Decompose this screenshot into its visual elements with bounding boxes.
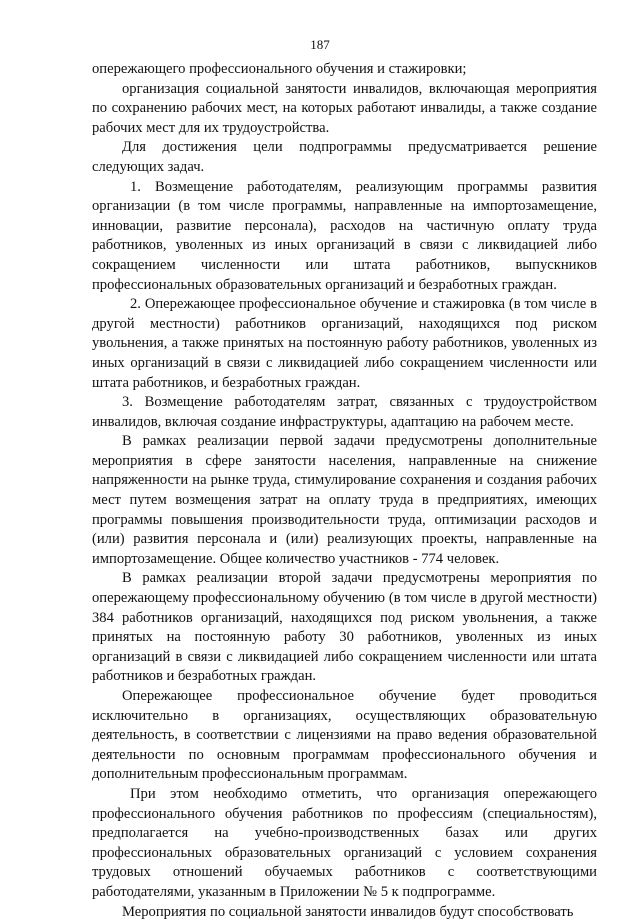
paragraph: В рамках реализации второй задачи предусмотрены мероприятия по опережающему профессиональному обучению (в том числе в другой местности) 384 работников организаций, находящихся под риском увольнения, а также принятых на постоянную работу 30 работников, уволенных из иных организаций в связи с ликвидацией либо сокращением численности или штата работников и безработных граждан. [92,570,597,685]
paragraph: 1. Возмещение работодателям, реализующим программы развития организации (в том числе программы, направленные на импортозамещение, инновации, развитие персонала), расходов на частичную оплату труда работников, уволенных из иных организаций в связи с ликвидацией либо сокращением численности или штата работников, выпускников профессиональных образовательных организаций и безработных граждан. [92,178,597,293]
document-body [92,60,597,922]
paragraph: При этом необходимо отметить, что организация опережающего профессионального обучения работников по профессиям (специальностям), предполагается на учебно-производственных базах или других профессиональных образовательных организаций с условием сохранения трудовых отношений обучаемых работников с соответствующими работодателями, указанным в Приложении № 5 к подпрограмме. [92,785,597,900]
paragraph: Опережающее профессиональное обучение будет проводиться исключительно в организациях, осуществляющих образовательную деятельность, в соответствии с лицензиями на право ведения образовательной деятельности по основным программам профессионального обучения и дополнительным профессиональным программам. [92,688,597,783]
paragraph: 2. Опережающее профессиональное обучение и стажировка (в том числе в другой местности) работников организаций, находящихся под риском увольнения, а также принятых на постоянную работу работников, уволенных из иных организаций в связи с ликвидацией либо сокращением численности или штата работников, и безработных граждан. [92,296,597,391]
page-number: 187 [310,37,330,52]
paragraph: Для достижения цели подпрограммы предусматривается решение следующих задач. [92,139,597,175]
paragraph: В рамках реализации первой задачи предусмотрены дополнительные мероприятия в сфере занятости населения, направленные на снижение напряженности на рынке труда, стимулирование сохранения и создания рабочих мест путем возмещения затрат на оплату труда в предприятиях, имеющих программы повышения производительности труда, оптимизации расходов и (или) развития персонала и (или) реализующих проекты, направленные на импортозамещение. Общее количество участников - 774 человек. [92,433,597,567]
paragraph: 3. Возмещение работодателям затрат, связанных с трудоустройством инвалидов, включая создание инфраструктуры, адаптацию на рабочем месте. [92,394,597,430]
paragraph: Мероприятия по социальной занятости инвалидов будут способствовать [122,903,574,920]
paragraph: опережающего профессионального обучения и стажировки; [92,61,467,77]
paragraph: организация социальной занятости инвалидов, включающая мероприятия по сохранению рабочих мест, на которых работают инвалиды, а также создание рабочих мест для их трудоустройства. [92,80,597,136]
